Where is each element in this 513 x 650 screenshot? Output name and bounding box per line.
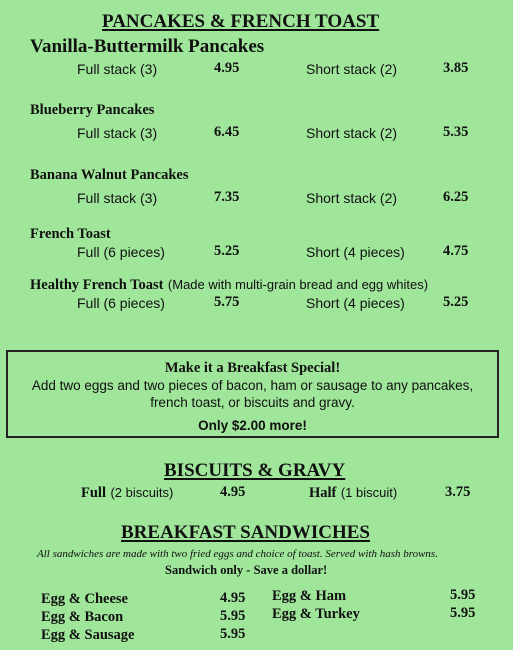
sandwich-name: Egg & Sausage bbox=[41, 627, 135, 643]
special-heading: Make it a Breakfast Special! bbox=[164, 360, 341, 376]
menu-item-name: Vanilla-Buttermilk Pancakes bbox=[30, 36, 265, 57]
special-description-line: Add two eggs and two pieces of bacon, ham or sausage to any pancakes, bbox=[31, 378, 474, 393]
menu-option-label: Short stack (2) bbox=[306, 61, 398, 77]
sandwiches-note: All sandwiches are made with two fried eggs and choice of toast. Served with hash browns. bbox=[37, 548, 438, 560]
sandwich-price: 5.95 bbox=[450, 587, 476, 603]
menu-option-label: Short stack (2) bbox=[306, 125, 398, 141]
menu-price: 5.35 bbox=[443, 124, 469, 140]
sandwich-price: 5.95 bbox=[220, 608, 246, 624]
menu-option-label: Full stack (3) bbox=[77, 125, 158, 141]
menu-price: 5.25 bbox=[214, 243, 240, 259]
sandwiches-section-title: BREAKFAST SANDWICHES bbox=[121, 522, 370, 543]
menu-price: 4.75 bbox=[443, 243, 469, 259]
breakfast-special-box bbox=[6, 350, 499, 438]
special-price: Only $2.00 more! bbox=[198, 418, 307, 433]
biscuits-section-title: BISCUITS & GRAVY bbox=[164, 460, 346, 481]
sandwich-price: 4.95 bbox=[220, 590, 246, 606]
sandwich-price: 5.95 bbox=[220, 626, 246, 642]
menu-price: 5.75 bbox=[214, 294, 240, 310]
sandwich-price: 5.95 bbox=[450, 605, 476, 621]
pancakes-section-title: PANCAKES & FRENCH TOAST bbox=[102, 11, 380, 32]
sandwich-name: Egg & Turkey bbox=[272, 606, 360, 622]
menu-option-label: Half bbox=[309, 485, 337, 501]
menu-item-heading bbox=[30, 276, 428, 294]
menu-item-name: Banana Walnut Pancakes bbox=[30, 167, 189, 183]
sandwich-name: Egg & Cheese bbox=[41, 591, 128, 607]
menu-price: 6.45 bbox=[214, 124, 240, 140]
menu-option-label: Full (6 pieces) bbox=[77, 295, 165, 311]
menu-option-label: Full stack (3) bbox=[77, 61, 158, 77]
menu-item-name: Blueberry Pancakes bbox=[30, 102, 155, 118]
menu-price: 5.25 bbox=[443, 294, 469, 310]
menu-price: 3.75 bbox=[445, 484, 471, 500]
menu-option-label: Short (4 pieces) bbox=[306, 295, 405, 311]
menu-option-label: Full (6 pieces) bbox=[77, 244, 165, 260]
menu-price: 3.85 bbox=[443, 60, 469, 76]
biscuits-full-option bbox=[81, 484, 173, 502]
menu-option-note: (2 biscuits) bbox=[110, 485, 174, 500]
menu-price: 4.95 bbox=[214, 60, 240, 76]
menu-option-label: Short (4 pieces) bbox=[306, 244, 405, 260]
sandwiches-discount: Sandwich only - Save a dollar! bbox=[165, 563, 328, 577]
menu-item-name: Healthy French Toast bbox=[30, 277, 164, 293]
sandwich-name: Egg & Bacon bbox=[41, 609, 124, 625]
menu-price: 6.25 bbox=[443, 189, 469, 205]
biscuits-half-option bbox=[309, 484, 397, 502]
menu-option-note: (1 biscuit) bbox=[340, 485, 398, 500]
menu-option-label: Short stack (2) bbox=[306, 190, 398, 206]
sandwich-name: Egg & Ham bbox=[272, 588, 347, 604]
menu-option-label: Full stack (3) bbox=[77, 190, 158, 206]
special-description-line: french toast, or biscuits and gravy. bbox=[150, 395, 355, 410]
menu-item-note: (Made with multi-grain bread and egg whites) bbox=[167, 277, 429, 292]
menu-item-name: French Toast bbox=[30, 226, 111, 242]
menu-price: 4.95 bbox=[220, 484, 246, 500]
menu-option-label: Full bbox=[81, 485, 106, 501]
menu-price: 7.35 bbox=[214, 189, 240, 205]
